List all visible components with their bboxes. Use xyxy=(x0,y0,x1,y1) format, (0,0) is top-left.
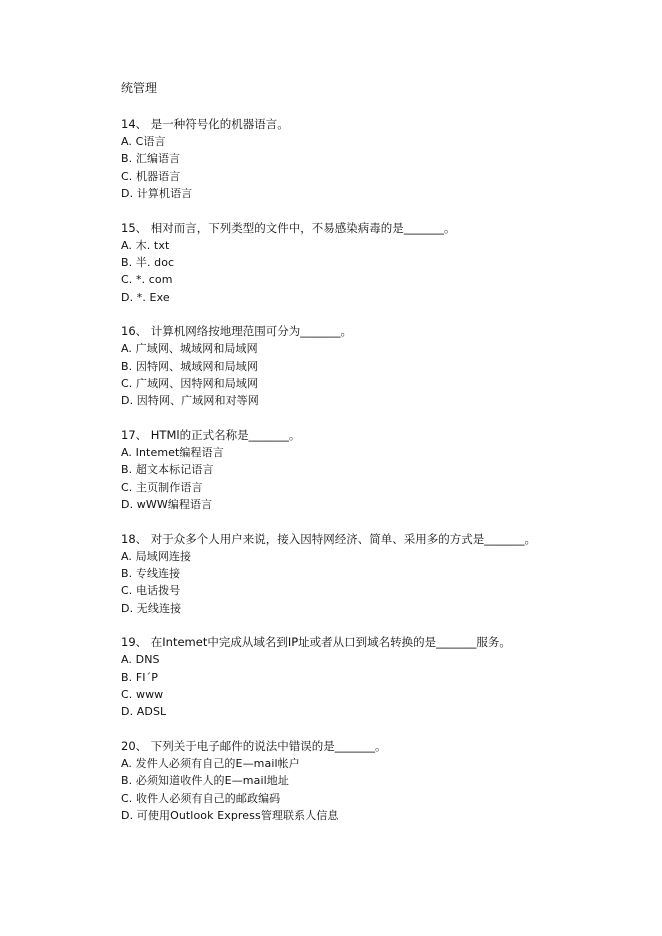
option-a: A. DNS xyxy=(121,653,160,667)
option-a: A. 局域网连接 xyxy=(121,549,192,563)
option-a: A. 木. txt xyxy=(121,238,170,252)
option-b: B. 超文本标记语言 xyxy=(121,463,214,477)
option-d: D. 可使用Outlook Express管理联系人信息 xyxy=(121,808,339,822)
option-c: C. 电话拨号 xyxy=(121,584,181,598)
option-d: D. *. Exe xyxy=(121,290,170,304)
option-d: D. ADSL xyxy=(121,705,167,719)
option-c: C. 机器语言 xyxy=(121,169,181,183)
option-c: C. *. com xyxy=(121,273,173,287)
option-c: C. www xyxy=(121,687,164,701)
option-b: B. 半. doc xyxy=(121,256,175,270)
option-b: B. FI´P xyxy=(121,670,158,684)
question-18 xyxy=(121,531,641,618)
option-a: A. 广域网、城域网和局域网 xyxy=(121,342,258,356)
option-c: C. 收件人必须有自己的邮政编码 xyxy=(121,791,281,805)
option-c: C. 主页制作语言 xyxy=(121,480,203,494)
question-text: 16、 计算机网络按地理范围可分为_______。 xyxy=(121,324,353,339)
question-15 xyxy=(121,220,641,307)
option-c: C. 广域网、因特网和局域网 xyxy=(121,377,259,391)
option-d: D. 因特网、广域网和对等网 xyxy=(121,394,259,408)
question-text: 19、 在Intemet中完成从域名到IP址或者从口到域名转换的是_______服务。 xyxy=(121,635,511,650)
option-a: A. 发件人必须有自己的E—mail帐户 xyxy=(121,756,300,770)
question-17 xyxy=(121,427,641,514)
question-text: 18、 对于众多个人用户来说，接入因特网经济、简单、采用多的方式是_______。 xyxy=(121,531,537,546)
question-16 xyxy=(121,323,641,410)
question-20 xyxy=(121,738,641,825)
option-b: B. 因特网、城域网和局域网 xyxy=(121,359,258,373)
option-b: B. 专线连接 xyxy=(121,566,181,580)
section-header: 统管理 xyxy=(121,81,158,95)
question-text: 14、 是一种符号化的机器语言。 xyxy=(121,117,289,131)
option-b: B. 汇编语言 xyxy=(121,152,181,166)
question-text: 17、 HTMl的正式名称是_______。 xyxy=(121,427,301,442)
option-a: A. Intemet编程语言 xyxy=(121,445,224,459)
document-page xyxy=(121,78,641,841)
option-b: B. 必须知道收件人的E—mail地址 xyxy=(121,774,289,788)
question-19 xyxy=(121,634,641,721)
question-14 xyxy=(121,116,641,203)
option-a: A. C语言 xyxy=(121,135,166,148)
option-d: D. 无线连接 xyxy=(121,601,182,615)
question-text: 15、 相对而言，下列类型的文件中，不易感染病毒的是_______。 xyxy=(121,220,456,235)
question-text: 20、 下列关于电子邮件的说法中错误的是_______。 xyxy=(121,738,387,753)
option-d: D. wWW编程语言 xyxy=(121,498,213,512)
option-d: D. 计算机语言 xyxy=(121,187,193,201)
